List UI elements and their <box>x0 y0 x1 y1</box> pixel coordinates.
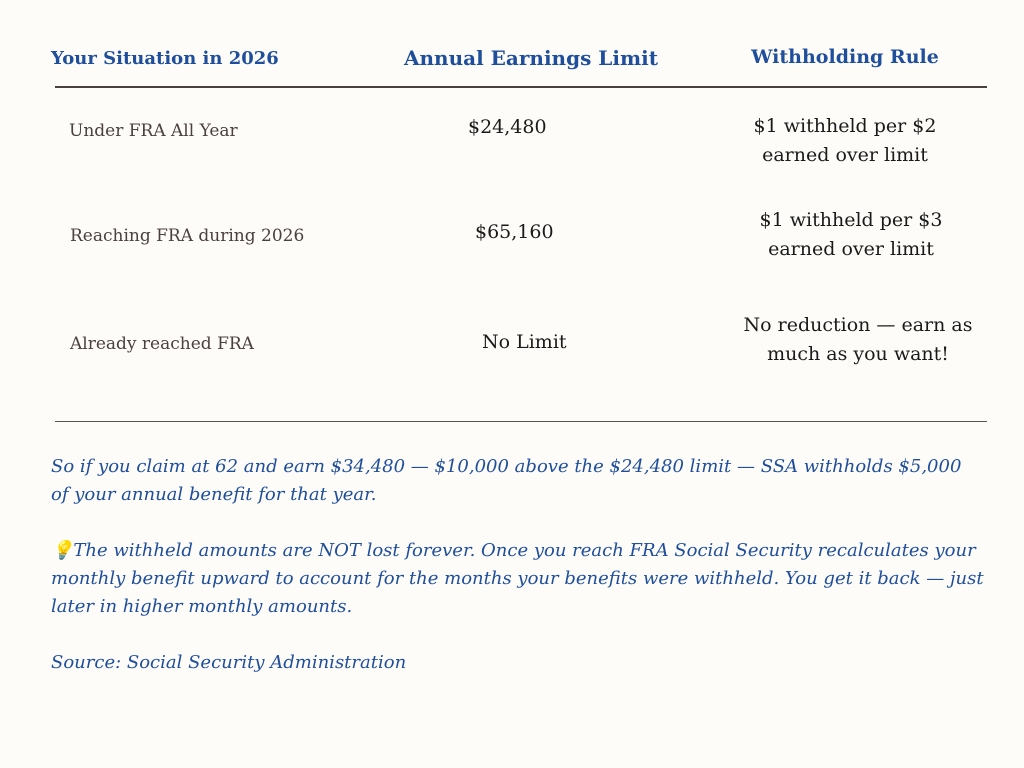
row-1-rule: $1 withheld per $2 earned over limit <box>753 115 937 166</box>
tip-text: The withheld amounts are NOT lost forever. Once you reach FRA Social Security recalculates your monthly benefit upward to account for the months your benefits were withheld. You get it back — just later in higher monthly amounts. <box>51 540 984 617</box>
example-note: So if you claim at 62 and earn $34,480 — $10,000 above the $24,480 limit — SSA withholds $5,000 of your annual benefit for that year. <box>51 456 962 505</box>
row-3-rule: No reduction — earn as much as you want! <box>743 314 973 365</box>
source-note: Source: Social Security Administration <box>51 652 407 673</box>
row-3-limit: No Limit <box>482 331 567 353</box>
tip-note <box>51 537 986 621</box>
row-3-situation: Already reached FRA <box>70 334 254 354</box>
row-1-situation: Under FRA All Year <box>69 121 238 141</box>
header-earnings-limit: Annual Earnings Limit <box>404 46 658 70</box>
lightbulb-icon: 💡 <box>51 540 74 561</box>
header-situation: Your Situation in 2026 <box>51 48 279 69</box>
row-1-limit: $24,480 <box>468 116 547 138</box>
row-2-rule: $1 withheld per $3 earned over limit <box>759 209 943 260</box>
table-bottom-divider <box>55 421 987 422</box>
table-top-divider <box>55 86 987 88</box>
header-withholding-rule: Withholding Rule <box>751 46 939 68</box>
row-2-situation: Reaching FRA during 2026 <box>70 226 305 246</box>
row-2-limit: $65,160 <box>475 221 554 243</box>
